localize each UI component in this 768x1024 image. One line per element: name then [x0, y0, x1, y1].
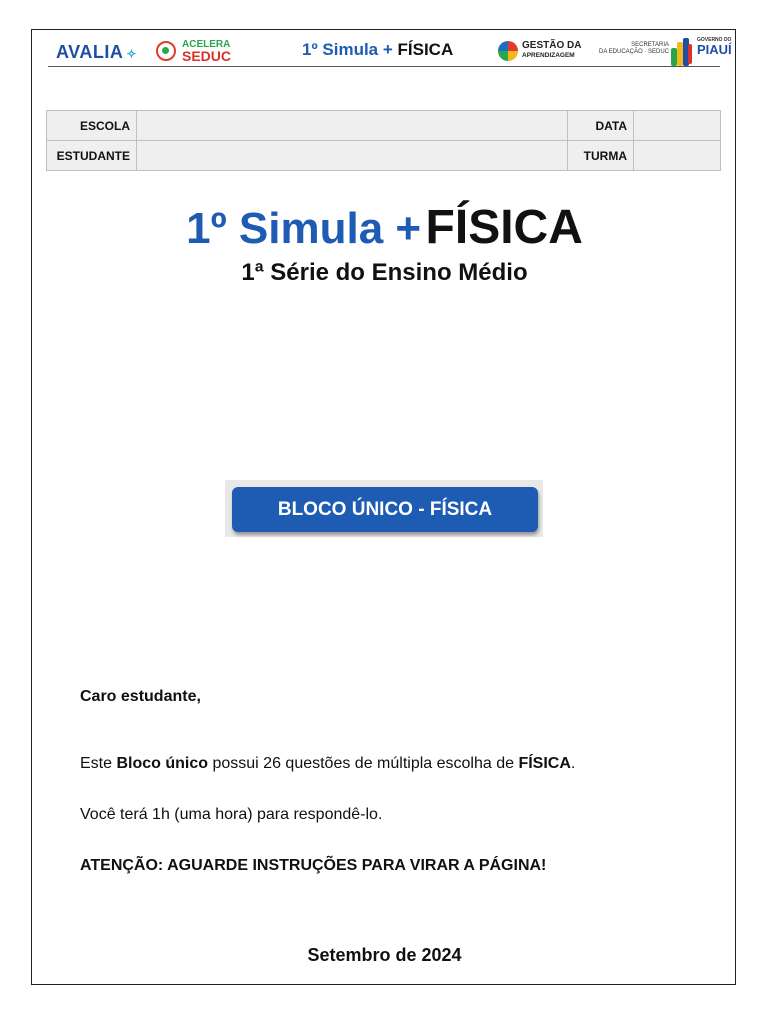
secretaria-logo-line1: SECRETARIA	[631, 42, 670, 48]
data-field[interactable]	[634, 111, 721, 141]
header-bar	[48, 37, 732, 67]
header-title	[302, 40, 453, 60]
gestao-logo-line2: APRENDIZAGEM	[522, 52, 575, 59]
secretaria-logo-line2: DA EDUCAÇÃO · SEDUC	[599, 49, 670, 55]
para1-period: .	[570, 755, 576, 772]
header-title-black: FÍSICA	[397, 40, 454, 59]
info-row-estudante	[47, 141, 721, 171]
gestao-puzzle-icon	[498, 41, 518, 61]
attention-warning: ATENÇÃO: AGUARDE INSTRUÇÕES PARA VIRAR A PÁGINA!	[80, 857, 547, 874]
piaui-logo-line2: PIAUÍ	[697, 42, 732, 57]
acelera-target-icon	[156, 41, 176, 61]
turma-label: TURMA	[568, 141, 634, 171]
gestao-logo-line1: GESTÃO DA	[522, 40, 582, 51]
piaui-stripes-icon	[671, 38, 693, 66]
estudante-label: ESTUDANTE	[47, 141, 137, 171]
para1-part-c: possui 26 questões de múltipla escolha de	[208, 755, 519, 772]
document-page	[31, 29, 736, 985]
header-title-blue: 1º Simula +	[302, 40, 393, 59]
bloco-unico-banner: BLOCO ÚNICO - FÍSICA	[232, 487, 538, 532]
footer-date: Setembro de 2024	[307, 945, 462, 965]
estudante-field[interactable]	[137, 141, 568, 171]
para1-bloco-unico: Bloco único	[116, 755, 209, 772]
acelera-logo-line1: ACELERA	[182, 39, 231, 50]
para1-part-a: Este	[80, 755, 117, 772]
student-info-table	[46, 110, 721, 171]
main-title-blue: 1º Simula +	[186, 204, 422, 253]
main-title-black: FÍSICA	[425, 201, 583, 254]
instruction-paragraph-2: Você terá 1h (uma hora) para respondê-lo.	[80, 806, 383, 823]
instruction-paragraph-1	[80, 755, 575, 773]
para1-fisica: FÍSICA	[518, 755, 571, 772]
greeting-text: Caro estudante,	[80, 688, 201, 705]
secretaria-logo	[599, 42, 669, 56]
data-label: DATA	[568, 111, 634, 141]
acelera-logo-line2: SEDUC	[182, 48, 232, 64]
escola-field[interactable]	[137, 111, 568, 141]
avalia-logo	[56, 42, 137, 63]
governo-piaui-logo	[671, 32, 732, 68]
avalia-logo-text: AVALIA	[56, 42, 124, 62]
piaui-logo-line1: GOVERNO DO	[697, 37, 732, 43]
avalia-diamond-icon: ✧	[126, 47, 137, 61]
bloco-banner	[225, 480, 543, 537]
turma-field[interactable]	[634, 141, 721, 171]
info-row-escola	[47, 111, 721, 141]
main-title	[32, 200, 737, 255]
escola-label: ESCOLA	[47, 111, 137, 141]
subtitle: 1ª Série do Ensino Médio	[241, 259, 528, 286]
